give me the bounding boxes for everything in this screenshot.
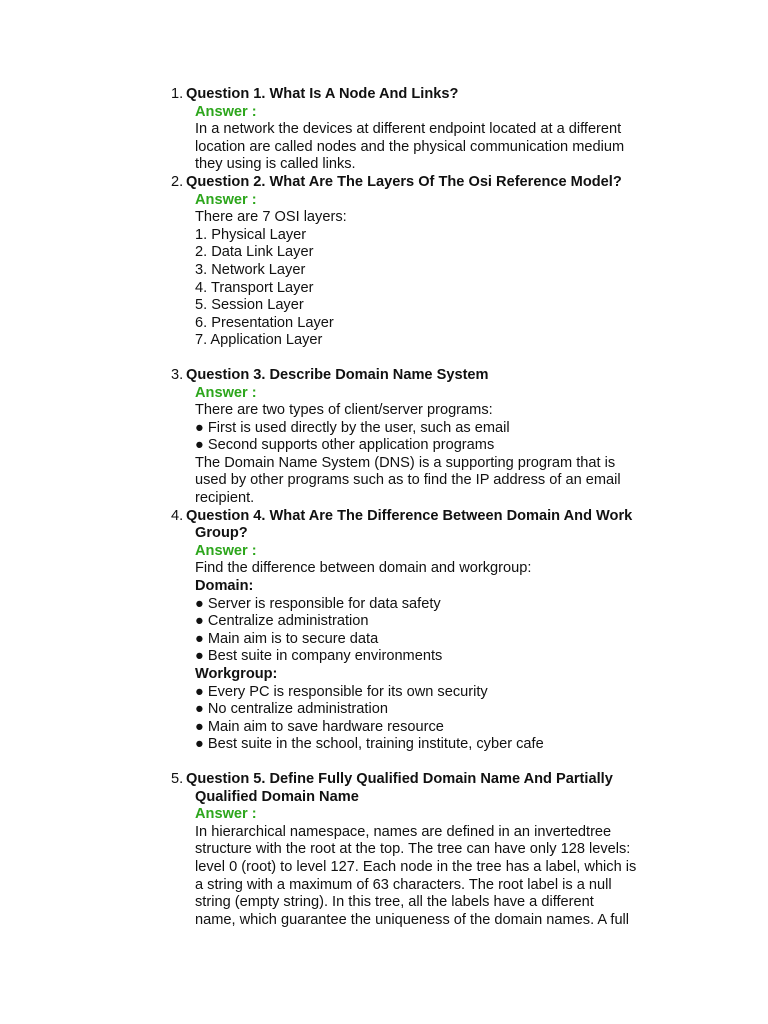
answer-line: string (empty string). In this tree, all the labels have a different bbox=[195, 894, 594, 911]
answer-body bbox=[186, 104, 671, 174]
answer-line: they using is called links. bbox=[195, 156, 356, 173]
answer-line: ● Server is responsible for data safety bbox=[195, 595, 441, 612]
answer-line: ● Second supports other application programs bbox=[195, 437, 495, 454]
question-title-continuation: Group? bbox=[195, 525, 248, 542]
answer-label: Answer : bbox=[195, 384, 257, 401]
question-title: Question 1. What Is A Node And Links? bbox=[186, 86, 459, 102]
answer-line: In hierarchical namespace, names are defined in an invertedtree bbox=[195, 823, 612, 840]
answer-line: a string with a maximum of 63 characters. The root label is a null bbox=[195, 876, 612, 893]
answer-body bbox=[186, 789, 671, 930]
answer-line: In a network the devices at different endpoint located at a different bbox=[195, 121, 622, 138]
question-block bbox=[171, 771, 671, 929]
answer-line: ● First is used directly by the user, such as email bbox=[195, 419, 510, 436]
question-block bbox=[171, 367, 671, 508]
question-block bbox=[171, 508, 671, 754]
answer-line: ● Every PC is responsible for its own security bbox=[195, 683, 488, 700]
answer-line: ● Best suite in company environments bbox=[195, 648, 443, 665]
answer-body bbox=[186, 385, 671, 508]
section-heading: Workgroup: bbox=[195, 666, 278, 682]
answer-line: ● No centralize administration bbox=[195, 701, 388, 718]
answer-line: structure with the root at the top. The tree can have only 128 levels: bbox=[195, 841, 631, 858]
question-number: 3. bbox=[171, 366, 184, 383]
answer-label: Answer : bbox=[195, 103, 257, 120]
question-number: 5. bbox=[171, 770, 184, 787]
answer-line: 5. Session Layer bbox=[195, 297, 304, 314]
answer-line: There are 7 OSI layers: bbox=[195, 209, 347, 226]
answer-line: ● Best suite in the school, training institute, cyber cafe bbox=[195, 736, 544, 753]
answer-line: ● Main aim is to secure data bbox=[195, 630, 379, 647]
answer-line: 6. Presentation Layer bbox=[195, 314, 334, 331]
question-title: Question 2. What Are The Layers Of The Osi Reference Model? bbox=[186, 173, 622, 190]
answer-line: 3. Network Layer bbox=[195, 261, 306, 278]
question-number: 2. bbox=[171, 173, 184, 190]
answer-line: Find the difference between domain and workgroup: bbox=[195, 560, 532, 577]
answer-line: 4. Transport Layer bbox=[195, 279, 314, 296]
answer-label: Answer : bbox=[195, 806, 257, 823]
answer-line: There are two types of client/server programs: bbox=[195, 402, 493, 419]
question-number: 4. bbox=[171, 507, 184, 524]
answer-line: level 0 (root) to level 127. Each node in the tree has a label, which is bbox=[195, 858, 637, 875]
question-title: Question 3. Describe Domain Name System bbox=[186, 366, 489, 383]
answer-line: ● Centralize administration bbox=[195, 613, 369, 630]
answer-line: location are called nodes and the physical communication medium bbox=[195, 138, 625, 155]
answer-body bbox=[186, 525, 671, 754]
question-number: 1. bbox=[171, 86, 184, 102]
answer-label: Answer : bbox=[195, 542, 257, 559]
blank-line bbox=[171, 350, 671, 367]
section-heading: Domain: bbox=[195, 578, 254, 595]
answer-line: ● Main aim to save hardware resource bbox=[195, 718, 444, 735]
question-block bbox=[171, 86, 671, 174]
answer-line: 2. Data Link Layer bbox=[195, 244, 314, 261]
question-title: Question 5. Define Fully Qualified Domain Name And Partially bbox=[186, 770, 613, 787]
document-page bbox=[171, 86, 671, 929]
answer-line: used by other programs such as to find the IP address of an email bbox=[195, 472, 621, 489]
answer-line: 7. Application Layer bbox=[195, 332, 323, 349]
answer-line: 1. Physical Layer bbox=[195, 226, 307, 243]
answer-line: recipient. bbox=[195, 490, 255, 507]
blank-line bbox=[171, 754, 671, 771]
question-title-continuation: Qualified Domain Name bbox=[195, 788, 359, 805]
answer-line: name, which guarantee the uniqueness of the domain names. A full bbox=[195, 911, 630, 928]
question-block bbox=[171, 174, 671, 350]
answer-line: The Domain Name System (DNS) is a supporting program that is bbox=[195, 454, 616, 471]
answer-label: Answer : bbox=[195, 191, 257, 208]
question-title: Question 4. What Are The Difference Between Domain And Work bbox=[186, 507, 633, 524]
answer-body bbox=[186, 192, 671, 350]
